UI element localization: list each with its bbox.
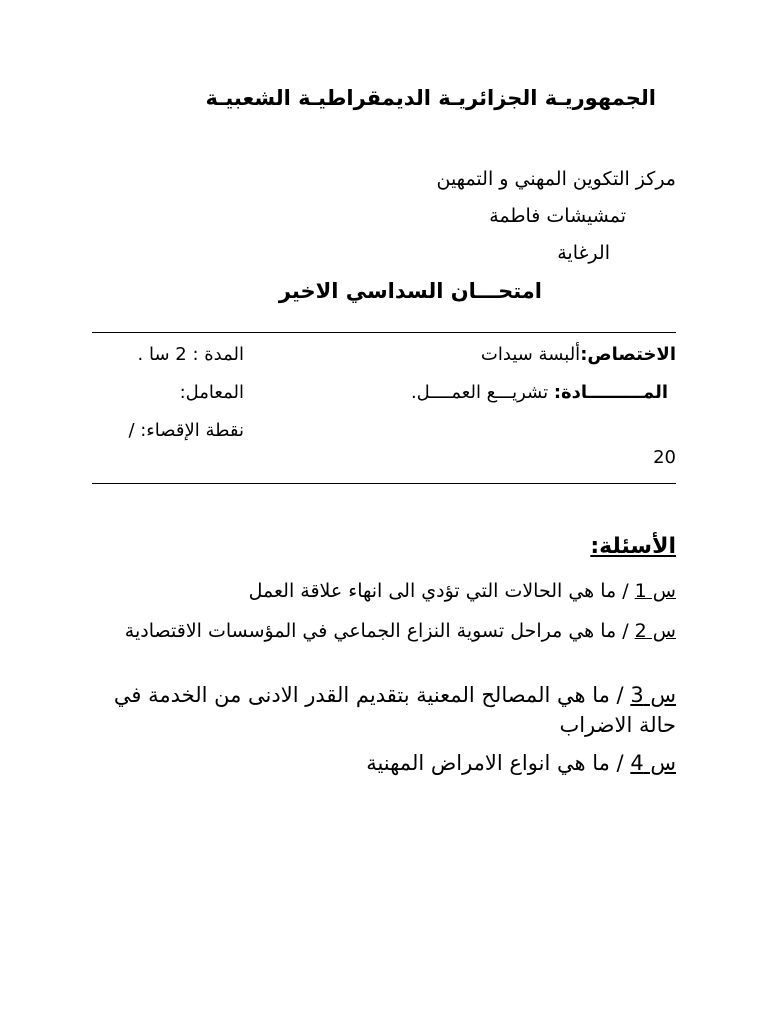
question-text: ما هي الحالات التي تؤدي الى انهاء علاقة العمل (248, 580, 617, 602)
elimination-score-label: نقطة الإقصاء: / (128, 420, 244, 441)
question-separator: / (616, 620, 635, 642)
subject-value: تشريـــع العمــــل. (410, 382, 554, 403)
subject-line (411, 382, 668, 403)
question-separator: / (609, 683, 631, 707)
questions-heading: الأسئلة: (590, 534, 676, 559)
top-divider (92, 332, 676, 333)
center-name: مركز التكوين المهني و التمهين (436, 168, 676, 190)
question-3 (92, 680, 676, 740)
question-1 (92, 577, 676, 606)
question-text: ما هي المصالح المعنية بتقديم القدر الادنى من الخدمة في حالة الاضراب (113, 683, 676, 737)
coefficient: المعامل: (179, 382, 244, 403)
specialty-line (481, 344, 676, 365)
question-separator: / (616, 580, 635, 602)
specialty-label: الاختصاص: (580, 344, 676, 365)
question-number: س 2 (634, 620, 676, 642)
question-number: س 1 (634, 580, 676, 602)
duration: المدة : 2 سا . (137, 344, 244, 365)
question-text: ما هي انواع الامراض المهنية (366, 751, 610, 775)
question-4 (92, 748, 676, 778)
question-number: س 4 (630, 751, 676, 775)
question-text: ما هي مراحل تسوية النزاع الجماعي في المؤسسات الاقتصادية (124, 620, 617, 642)
exam-title: امتحـــان السداسي الاخير (278, 279, 542, 303)
question-2 (92, 617, 676, 646)
specialty-value: ألبسة سيدات (480, 344, 581, 365)
elimination-score-total: 20 (653, 447, 676, 468)
republic-heading: الجمهوريـة الجزائريـة الديمقراطيـة الشعبيـة (205, 86, 656, 110)
town-name: تمشيشات فاطمة (489, 205, 626, 227)
question-number: س 3 (630, 683, 676, 707)
subject-label: المـــــــــادة: (553, 382, 668, 403)
district-name: الرغاية (557, 242, 610, 264)
bottom-divider (92, 483, 676, 484)
question-separator: / (609, 751, 631, 775)
